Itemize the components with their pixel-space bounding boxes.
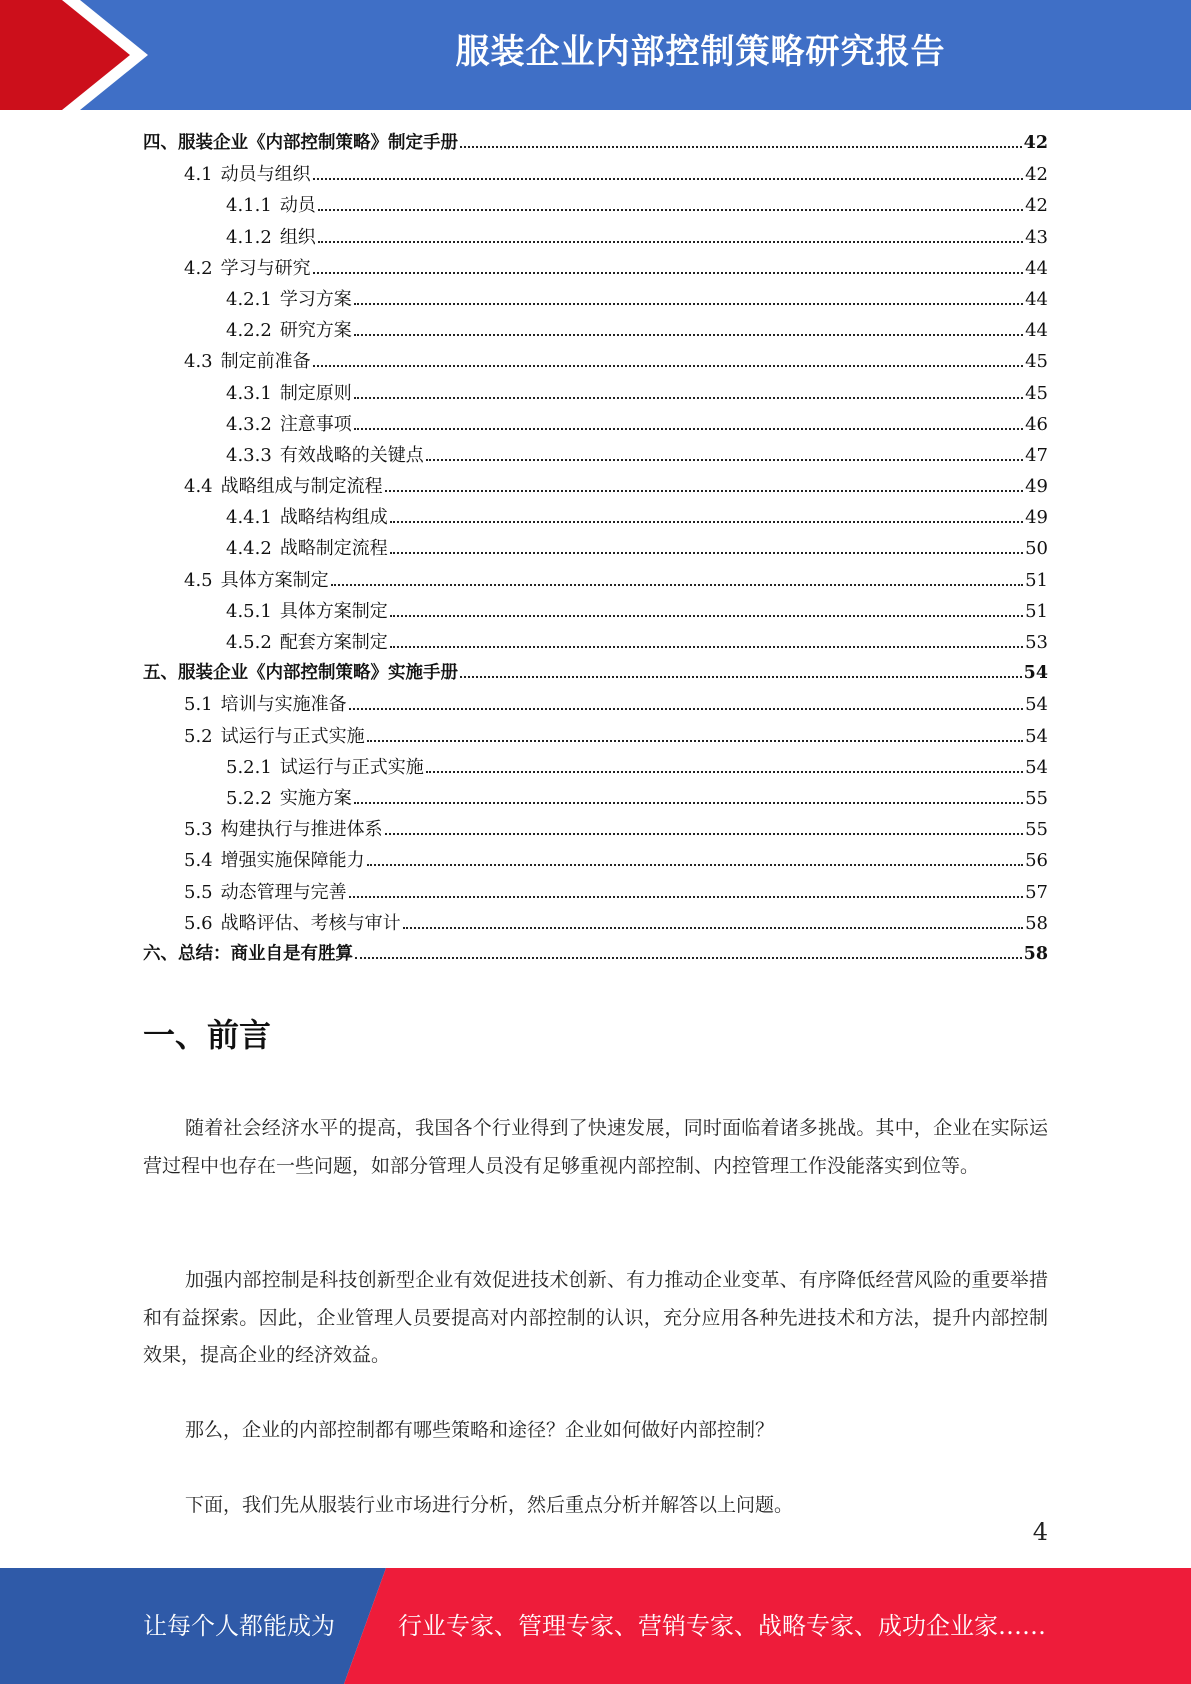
toc-entry-page: 45 [1025,351,1048,373]
toc-leader-dots [390,615,1023,617]
toc-leader-dots [331,584,1023,586]
toc-entry-number: 5.5 [184,881,213,903]
toc-entry-number: 4.3.2 [226,413,272,435]
toc-leader-dots [355,957,1022,959]
toc-entry-number: 4.5.2 [226,632,272,653]
toc-entry-number: 4.4.2 [226,538,272,560]
toc-entry-page: 42 [1023,133,1048,153]
toc-entry[interactable] [143,721,1048,752]
toc-entry-page: 44 [1025,320,1048,342]
toc-entry-number: 4.2.2 [226,320,272,342]
toc-entry[interactable] [143,939,1048,970]
toc-entry[interactable] [143,128,1048,159]
toc-leader-dots [426,771,1023,773]
toc-entry-label: 五、服装企业《内部控制策略》实施手册 [143,663,458,684]
toc-entry-label: 培训与实施准备 [220,694,347,716]
toc-entry[interactable] [143,346,1048,377]
toc-entry-page: 44 [1025,257,1048,279]
toc-entry-label: 战略结构组成 [279,507,388,529]
toc-entry-page: 49 [1025,476,1048,498]
toc-leader-dots [354,397,1023,399]
toc-entry-page: 42 [1025,164,1048,186]
paragraph: 加强内部控制是科技创新型企业有效促进技术创新、有力推动企业变革、有序降低经营风险的重要举措和有益探索。因此，企业管理人员要提高对内部控制的认识，充分应用各种先进技术和方法，提升内部控制效果，提高企业的经济效益。 [143,1269,1048,1366]
toc-entry-label: 实施方案 [279,787,352,809]
toc-entry[interactable] [143,845,1048,876]
toc-entry-number: 4.2 [184,257,213,279]
toc-entry-number: 4.3 [184,351,213,373]
toc-entry-number: 5.6 [184,912,213,934]
table-of-contents [143,128,1048,970]
header-title: 服装企业内部控制策略研究报告 [455,32,946,72]
toc-entry-number: 5.3 [184,819,213,841]
footer-slogan-left: 让每个人都能成为 [143,1612,335,1640]
toc-entry-number: 4.4 [184,476,213,498]
toc-entry-label: 四、服装企业《内部控制策略》制定手册 [143,133,458,153]
toc-entry-page: 47 [1025,444,1048,466]
toc-leader-dots [349,896,1023,898]
toc-entry[interactable] [143,378,1048,409]
toc-entry-number: 5.1 [184,694,213,716]
toc-entry[interactable] [143,440,1048,471]
toc-leader-dots [354,303,1023,305]
toc-entry-page: 43 [1025,226,1048,248]
toc-leader-dots [313,178,1023,180]
toc-entry[interactable] [143,908,1048,939]
toc-leader-dots [403,927,1023,929]
toc-entry-page: 46 [1025,413,1048,435]
toc-entry-number: 5.2.1 [226,756,272,778]
toc-entry-label: 动员 [279,195,316,217]
toc-entry[interactable] [143,533,1048,564]
toc-entry-number: 4.3.1 [226,382,272,404]
toc-entry-label: 有效战略的关键点 [279,444,424,466]
paragraph: 那么，企业的内部控制都有哪些策略和途径？企业如何做好内部控制？ [185,1419,775,1441]
toc-entry-page: 58 [1023,943,1048,964]
page-number: 4 [1032,1518,1048,1546]
toc-entry-number: 4.2.1 [226,288,272,310]
toc-entry-label: 学习方案 [279,288,352,310]
toc-entry-page: 54 [1023,663,1048,684]
toc-entry-number: 4.1.2 [226,226,272,248]
toc-leader-dots [460,146,1022,148]
toc-leader-dots [354,802,1023,804]
paragraph: 下面，我们先从服装行业市场进行分析，然后重点分析并解答以上问题。 [185,1494,794,1516]
toc-entry-number: 5.4 [184,850,213,872]
toc-entry-page: 54 [1025,694,1048,716]
toc-entry[interactable] [143,658,1048,689]
toc-entry-label: 试运行与正式实施 [220,725,365,747]
paragraph: 随着社会经济水平的提高，我国各个行业得到了快速发展，同时面临着诸多挑战。其中，企业在实际运营过程中也存在一些问题，如部分管理人员没有足够重视内部控制、内控管理工作没能落实到位等。 [143,1117,1048,1177]
toc-entry[interactable] [143,877,1048,908]
toc-entry[interactable] [143,190,1048,221]
toc-entry-number: 4.4.1 [226,507,272,529]
toc-leader-dots [354,334,1023,336]
toc-entry-number: 4.1.1 [226,195,272,217]
toc-entry[interactable] [143,814,1048,845]
toc-entry-label: 具体方案制定 [279,600,388,622]
toc-entry-label: 战略制定流程 [279,538,388,560]
toc-leader-dots [367,740,1023,742]
toc-entry-label: 学习与研究 [220,257,311,279]
toc-entry-number: 4.1 [184,164,213,186]
toc-entry[interactable] [143,159,1048,190]
toc-entry-label: 动态管理与完善 [220,881,347,903]
toc-entry[interactable] [143,689,1048,720]
toc-entry[interactable] [143,565,1048,596]
toc-leader-dots [349,708,1023,710]
toc-entry-label: 战略评估、考核与审计 [220,912,401,934]
toc-entry[interactable] [143,315,1048,346]
toc-entry-page: 45 [1025,382,1048,404]
page-footer [0,1568,1191,1684]
toc-leader-dots [390,646,1023,648]
toc-entry-label: 配套方案制定 [279,632,388,653]
toc-entry[interactable] [143,253,1048,284]
toc-entry-page: 54 [1025,756,1048,778]
toc-leader-dots [460,676,1022,678]
toc-entry[interactable] [143,596,1048,627]
toc-entry-number: 4.5.1 [226,600,272,622]
toc-leader-dots [318,209,1023,211]
toc-entry-label: 研究方案 [279,320,352,342]
toc-entry-label: 战略组成与制定流程 [220,476,383,498]
toc-entry[interactable] [143,471,1048,502]
toc-entry-label: 构建执行与推进体系 [220,819,383,841]
toc-entry[interactable] [143,752,1048,783]
toc-entry-page: 51 [1025,569,1048,591]
toc-entry[interactable] [143,627,1048,658]
section-heading: 一、前言 [143,1016,272,1054]
toc-leader-dots [318,241,1023,243]
toc-entry-page: 56 [1025,850,1048,872]
toc-leader-dots [385,490,1023,492]
toc-entry-page: 51 [1025,600,1048,622]
toc-entry-label: 组织 [279,226,316,248]
toc-entry-number: 4.3.3 [226,444,272,466]
toc-entry-number: 4.5 [184,569,213,591]
toc-entry-label: 制定前准备 [220,351,311,373]
toc-entry-label: 试运行与正式实施 [279,756,424,778]
toc-leader-dots [367,864,1023,866]
toc-leader-dots [390,521,1023,523]
toc-entry[interactable] [143,284,1048,315]
toc-entry-page: 53 [1025,632,1048,653]
toc-entry-page: 58 [1025,912,1048,934]
toc-entry-number: 5.2 [184,725,213,747]
toc-entry-label: 注意事项 [279,413,352,435]
toc-entry-label: 制定原则 [279,382,352,404]
toc-entry-label: 增强实施保障能力 [220,850,365,872]
toc-entry-page: 57 [1025,881,1048,903]
toc-entry[interactable] [143,222,1048,253]
toc-entry[interactable] [143,783,1048,814]
toc-entry-page: 49 [1025,507,1048,529]
toc-entry-label: 动员与组织 [220,164,311,186]
toc-entry-page: 50 [1025,538,1048,560]
toc-leader-dots [313,365,1023,367]
toc-entry-page: 42 [1025,195,1048,217]
toc-leader-dots [385,833,1023,835]
toc-leader-dots [390,552,1023,554]
toc-entry[interactable] [143,502,1048,533]
toc-entry-label: 六、总结：商业自是有胜算 [143,943,353,964]
toc-entry-label: 具体方案制定 [220,569,329,591]
toc-leader-dots [313,272,1023,274]
footer-slogan-right: 行业专家、管理专家、营销专家、战略专家、成功企业家…… [398,1612,1046,1640]
toc-entry-page: 55 [1025,819,1048,841]
toc-entry-number: 5.2.2 [226,787,272,809]
toc-entry-page: 44 [1025,288,1048,310]
page-header [0,0,1191,110]
toc-entry[interactable] [143,409,1048,440]
toc-entry-page: 55 [1025,787,1048,809]
toc-leader-dots [426,459,1023,461]
toc-leader-dots [354,428,1023,430]
toc-entry-page: 54 [1025,725,1048,747]
